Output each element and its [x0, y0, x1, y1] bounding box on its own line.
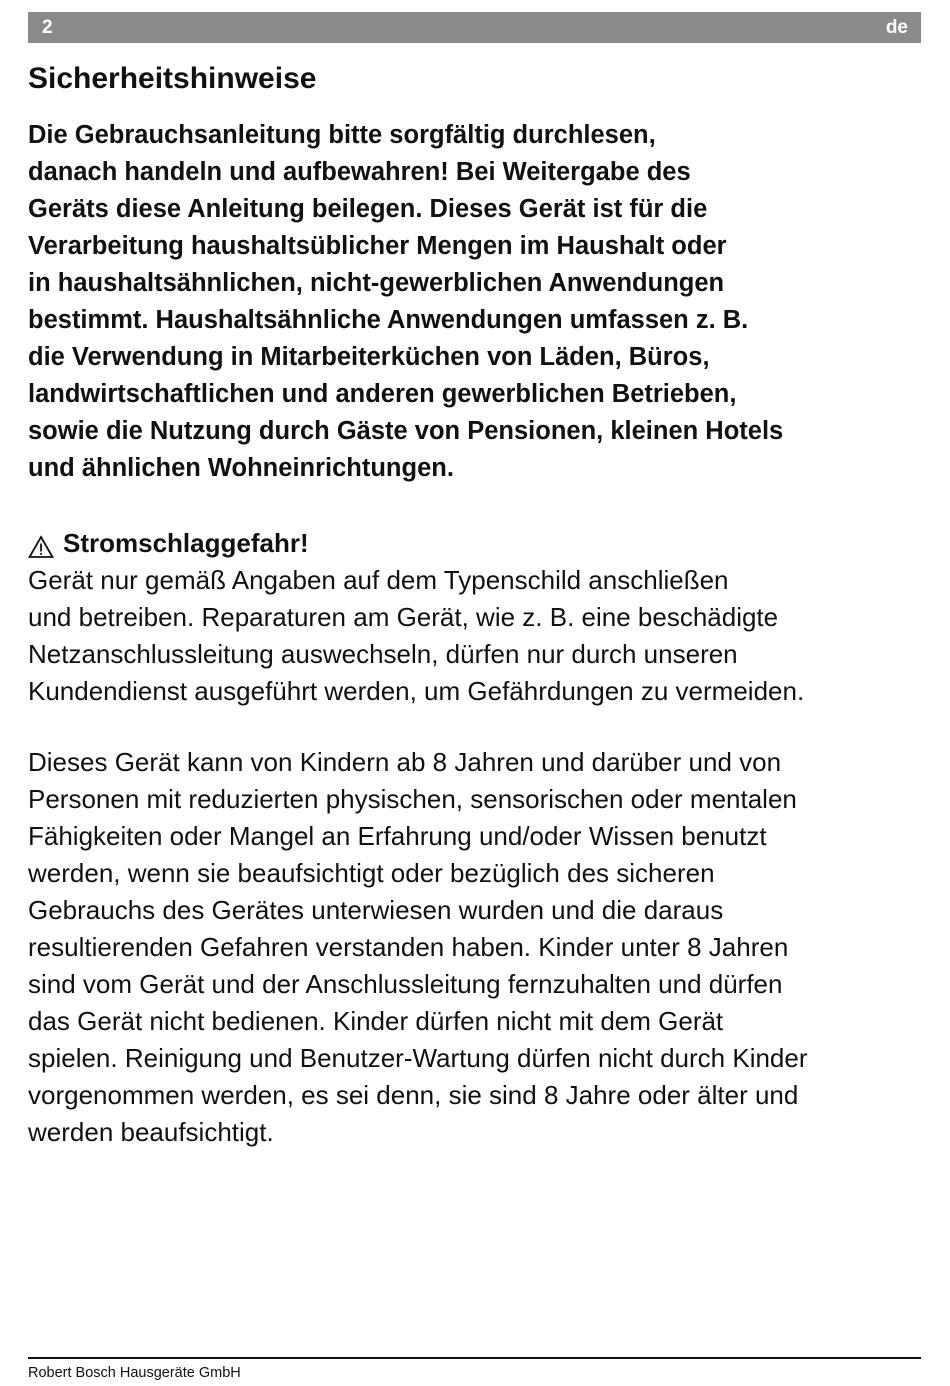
section-title: Sicherheitshinweise	[28, 62, 317, 95]
children-notice-paragraph: Dieses Gerät kann von Kindern ab 8 Jahren und darüber und von Personen mit reduzierten physischen, sensorischen oder mentalen Fähigkeiten oder Mangel an Erfahrung und/oder Wissen benutzt werden, wenn sie beaufsichtigt oder bezüglich des sicheren Gebrauchs des Gerätes unterwiesen wurden und die daraus resultierenden Gefahren verstanden haben. Kinder unter 8 Jahren sind vom Gerät und der Anschlussleitung fernzuhalten und dürfen das Gerät nicht bedienen. Kinder dürfen nicht mit dem Gerät spielen. Reinigung und Benutzer-Wartung dürfen nicht durch Kinder vorgenommen werden, es sei denn, sie sind 8 Jahre oder älter und werden beaufsichtigt.	[28, 747, 808, 1147]
warning-paragraph: Gerät nur gemäß Angaben auf dem Typenschild anschließen und betreiben. Reparaturen am Gerät, wie z. B. eine beschädigte Netzanschlussleitung auswechseln, dürfen nur durch unseren Kundendienst ausgeführt werden, um Gefährdungen zu vermeiden.	[28, 565, 805, 706]
footer-divider	[28, 1357, 921, 1359]
warning-heading	[28, 525, 309, 562]
language-code: de	[885, 16, 908, 38]
warning-triangle-icon	[28, 532, 54, 556]
intro-paragraph: Die Gebrauchsanleitung bitte sorgfältig durchlesen, danach handeln und aufbewahren! Bei Weitergabe des Geräts diese Anleitung beilegen. Dieses Gerät ist für die Verarbeitung haushaltsüblicher Mengen im Haushalt oder in haushaltsähnlichen, nicht-gewerblichen Anwendungen bestimmt. Haushaltsähnliche Anwendungen umfassen z. B. die Verwendung in Mitarbeiterküchen von Läden, Büros, landwirtschaftlichen und anderen gewerblichen Betrieben, sowie die Nutzung durch Gäste von Pensionen, kleinen Hotels und ähnlichen Wohneinrichtungen.	[28, 121, 784, 482]
page-header-bar	[28, 12, 921, 43]
footer-company: Robert Bosch Hausgeräte GmbH	[28, 1365, 241, 1381]
page-number: 2	[42, 16, 53, 38]
warning-heading-text: Stromschlaggefahr!	[63, 528, 309, 558]
